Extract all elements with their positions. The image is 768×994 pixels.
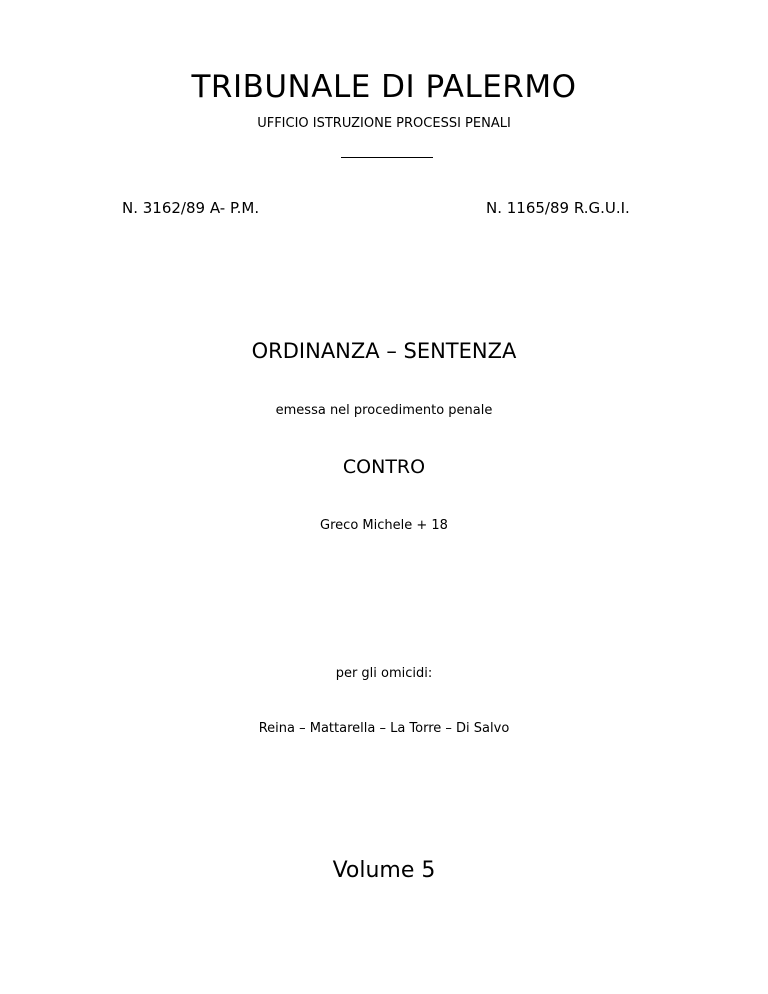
separator-line	[341, 157, 433, 158]
rgui-reference-number: N. 1165/89 R.G.U.I.	[486, 199, 630, 217]
victims-list: Reina – Mattarella – La Torre – Di Salvo	[258, 721, 510, 736]
against-heading: CONTRO	[342, 456, 426, 478]
defendants-text: Greco Michele + 18	[320, 518, 448, 533]
proceeding-description: emessa nel procedimento penale	[275, 403, 493, 418]
document-type-heading: ORDINANZA – SENTENZA	[251, 339, 517, 363]
office-subtitle: UFFICIO ISTRUZIONE PROCESSI PENALI	[257, 116, 511, 131]
court-title: TRIBUNALE DI PALERMO	[191, 69, 577, 105]
pm-reference-number: N. 3162/89 A- P.M.	[122, 199, 260, 217]
charge-label: per gli omicidi:	[335, 666, 433, 681]
volume-label: Volume 5	[332, 858, 436, 883]
